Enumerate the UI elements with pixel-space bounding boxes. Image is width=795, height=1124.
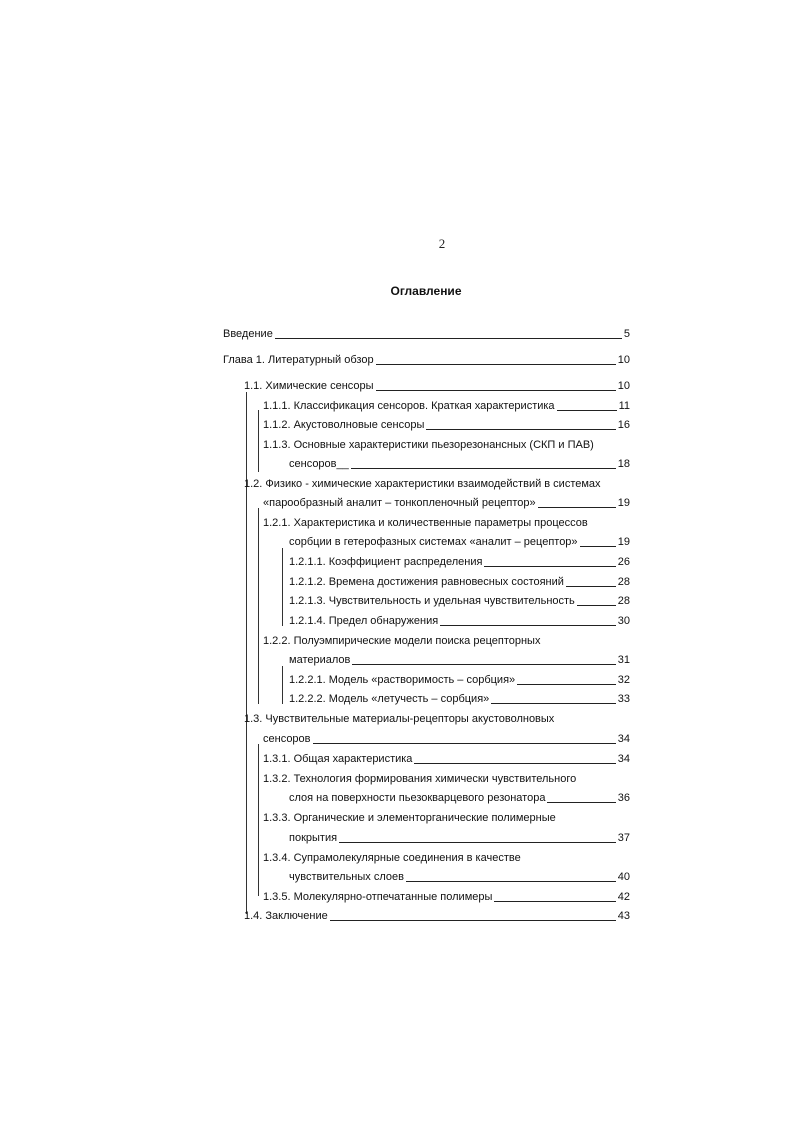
toc-entry-page: 18 — [617, 458, 630, 470]
toc-leader-line — [351, 467, 616, 469]
toc-entry-page: 31 — [617, 654, 630, 666]
toc-leader-line — [376, 389, 616, 391]
toc-leader-line — [426, 428, 615, 430]
toc-entry — [263, 771, 620, 787]
toc-entry — [289, 790, 630, 806]
toc-entry-title: Глава 1. Литературный обзор — [223, 354, 374, 366]
toc-entry-page: 42 — [617, 891, 630, 903]
toc-leader-line — [580, 545, 616, 547]
toc-entry — [263, 633, 620, 649]
toc-leader-line — [557, 409, 617, 411]
toc-leader-line — [376, 363, 616, 365]
toc-entry-page: 32 — [617, 674, 630, 686]
toc-entry-page: 16 — [617, 419, 630, 431]
toc-entry — [289, 672, 630, 688]
toc-leader-line — [406, 880, 616, 882]
toc-entry — [289, 534, 630, 550]
toc-entry — [289, 554, 630, 570]
toc-entry — [244, 908, 630, 924]
toc-entry-title: 1.1.3. Основные характеристики пьезорезонансных (СКП и ПАВ) — [263, 439, 594, 451]
toc-leader-line — [566, 585, 616, 587]
toc-entry — [223, 352, 630, 368]
toc-entry-page: 36 — [617, 792, 630, 804]
toc-leader-line — [547, 801, 615, 803]
toc-leader-line — [494, 900, 615, 902]
toc-entry-title: 1.3.5. Молекулярно-отпечатанные полимеры — [263, 891, 493, 903]
toc-entry-title: 1.1.1. Классификация сенсоров. Краткая характеристика — [263, 400, 555, 412]
toc-entry-title: 1.1.2. Акустоволновые сенсоры — [263, 419, 425, 431]
toc-entry-page: 5 — [623, 328, 630, 340]
toc-entry-title: 1.3.4. Супрамолекулярные соединения в качестве — [263, 852, 521, 864]
toc-entry — [263, 850, 620, 866]
toc-leader-line — [313, 742, 616, 744]
toc-entry-title: сенсоров — [263, 733, 311, 745]
toc-entry — [289, 574, 630, 590]
toc-entry-title: 1.2.1.4. Предел обнаружения — [289, 615, 439, 627]
toc-leader-line — [414, 762, 615, 764]
toc-leader-line — [330, 919, 616, 921]
toc-entry-page: 19 — [617, 536, 630, 548]
toc-entry-title: 1.2. Физико - химические характеристики взаимодействий в системах — [244, 478, 601, 490]
toc-entry — [223, 326, 630, 342]
toc-entry — [289, 830, 630, 846]
toc-entry — [263, 751, 630, 767]
toc-leader-line — [484, 565, 615, 567]
toc-entry-title: сорбции в гетерофазных системах «аналит – рецептор» — [289, 536, 578, 548]
toc-entry-page: 34 — [617, 733, 630, 745]
toc-entry — [289, 613, 630, 629]
toc-entry-title: слоя на поверхности пьезокварцевого резонатора — [289, 792, 546, 804]
toc-entry-title: сенсоров__ — [289, 458, 349, 470]
toc-entry — [289, 593, 630, 609]
toc-entry — [289, 691, 630, 707]
toc-entry — [263, 398, 630, 414]
toc-entry-title: 1.2.1.2. Времена достижения равновесных состояний — [289, 576, 564, 588]
toc-entry — [263, 731, 630, 747]
toc-entry-title: Введение — [223, 328, 273, 340]
toc-entry-title: 1.2.1. Характеристика и количественные параметры процессов — [263, 517, 588, 529]
toc-connector-line — [282, 548, 283, 626]
toc-entry — [289, 456, 630, 472]
toc-entry-page: 10 — [617, 354, 630, 366]
toc-leader-line — [517, 683, 616, 685]
toc-entry-title: 1.2.2.2. Модель «летучесть – сорбция» — [289, 693, 490, 705]
page-number: 2 — [438, 236, 446, 251]
toc-entry-title: 1.2.2. Полуэмпирические модели поиска рецепторных — [263, 635, 541, 647]
toc-entry — [244, 476, 620, 492]
toc-entry-title: 1.3. Чувствительные материалы-рецепторы акустоволновых — [244, 713, 555, 725]
toc-entry-page: 28 — [617, 595, 630, 607]
toc-entry-title: 1.3.3. Органические и элементорганические полимерные — [263, 812, 556, 824]
toc-entry — [289, 652, 630, 668]
toc-entry-page: 34 — [617, 753, 630, 765]
toc-entry-title: 1.1. Химические сенсоры — [244, 380, 374, 392]
toc-entry — [263, 417, 630, 433]
toc-entry-title: 1.4. Заключение — [244, 910, 328, 922]
toc-connector-line — [258, 410, 259, 472]
toc-entry — [244, 711, 620, 727]
toc-connector-line — [282, 666, 283, 704]
toc-entry-title: 1.2.1.1. Коэффициент распределения — [289, 556, 483, 568]
toc-leader-line — [577, 604, 616, 606]
toc-leader-line — [275, 337, 622, 339]
toc-leader-line — [339, 841, 616, 843]
toc-entry — [263, 515, 620, 531]
toc-entry-page: 10 — [617, 380, 630, 392]
toc-entry-title: чувствительных слоев — [289, 871, 404, 883]
toc-entry-title: покрытия — [289, 832, 338, 844]
toc-entry-title: 1.2.2.1. Модель «растворимость – сорбция» — [289, 674, 516, 686]
toc-leader-line — [538, 506, 616, 508]
toc-entry-title: 1.2.1.3. Чувствительность и удельная чувствительность — [289, 595, 575, 607]
toc-title: Оглавление — [390, 284, 462, 298]
toc-entry — [263, 810, 620, 826]
toc-entry-page: 11 — [618, 400, 630, 412]
toc-entry-page: 19 — [617, 497, 630, 509]
toc-connector-line — [258, 744, 259, 896]
toc-entry — [289, 869, 630, 885]
toc-leader-line — [352, 663, 615, 665]
toc-leader-line — [491, 702, 615, 704]
toc-entry-title: материалов — [289, 654, 351, 666]
toc-leader-line — [440, 624, 616, 626]
toc-entry — [244, 378, 630, 394]
toc-entry-page: 28 — [617, 576, 630, 588]
toc-entry-title: 1.3.1. Общая характеристика — [263, 753, 413, 765]
toc-entry-page: 26 — [617, 556, 630, 568]
toc-entry-page: 43 — [617, 910, 630, 922]
toc-entry-title: «парообразный аналит – тонкопленочный рецептор» — [263, 497, 536, 509]
toc-entry-page: 33 — [617, 693, 630, 705]
toc-entry — [263, 437, 620, 453]
toc-entry — [263, 495, 630, 511]
toc-entry-page: 30 — [617, 615, 630, 627]
toc-connector-line — [258, 508, 259, 704]
toc-entry — [263, 889, 630, 905]
toc-connector-line — [246, 392, 247, 914]
toc-entry-page: 40 — [617, 871, 630, 883]
toc-entry-page: 37 — [617, 832, 630, 844]
toc-entry-title: 1.3.2. Технология формирования химически чувствительного — [263, 773, 577, 785]
